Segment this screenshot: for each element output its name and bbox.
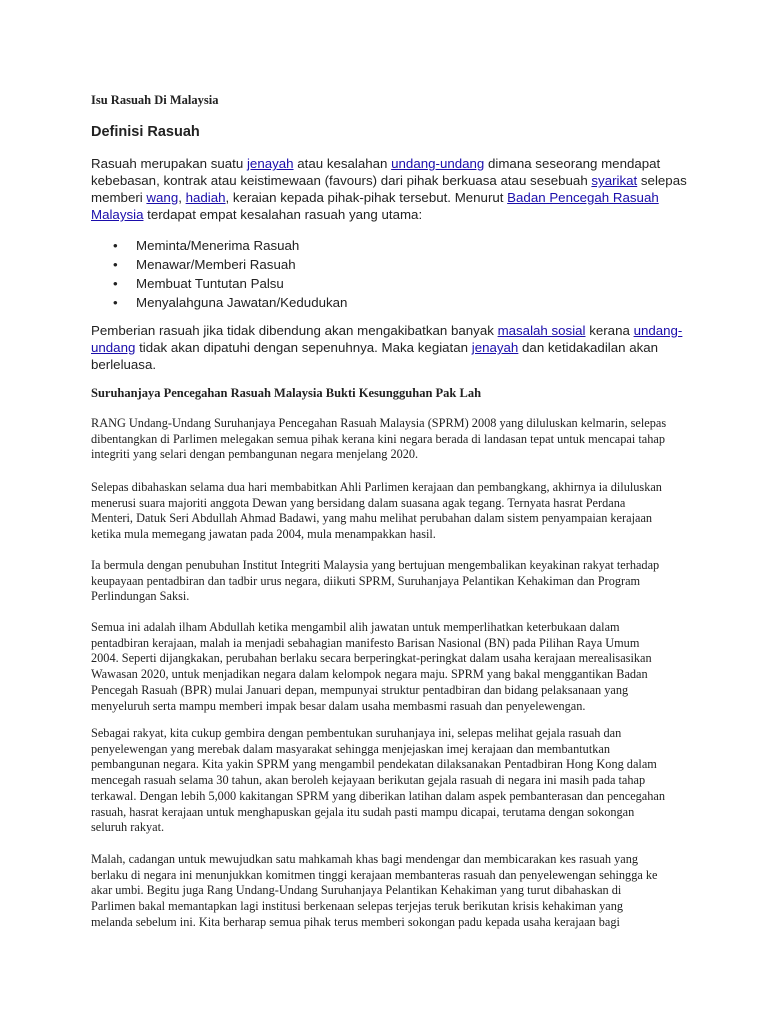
text-line: ketika mula memegang jawatan pada 2004, mula menampakkan hasil. (91, 527, 436, 542)
text-line: keupayaan pentadbiran dan tadbir urus negara, diikuti SPRM, Suruhanjaya Pelantikan Kehakiman dan Program (91, 573, 641, 588)
list-item: • Menawar/Memberi Rasuah (91, 255, 347, 274)
text-line: 2004. Seperti dijangkakan, perubahan berlaku secara berperingkat-peringkat dalam usaha kerajaan merealisasikan (91, 651, 652, 666)
text-line: Malah, cadangan untuk mewujudkan satu mahkamah khas bagi mendengar dan membicarakan kes rasuah yang (91, 852, 639, 866)
consequence-paragraph (91, 322, 691, 373)
link-jenayah-2[interactable]: jenayah (471, 340, 519, 355)
text-line: Menteri, Datuk Seri Abdullah Ahmad Badawi, yang mahu melihat perubahan dalam sistem penyampaian kerajaan (91, 511, 653, 526)
link-undang-undang[interactable]: undang-undang (391, 156, 485, 171)
text-line: Pencegah Rasuah (BPR) mulai Januari depan, mempunyai struktur pentadbiran dan bidang pelaksanaan yang (91, 682, 629, 697)
link-hadiah[interactable]: hadiah (185, 190, 226, 205)
text-line: seluruh rakyat. (91, 820, 165, 835)
text-line: penyelewengan yang merebak dalam masyarakat sehingga menjejaskan imej kerajaan dan membantutkan (91, 741, 610, 756)
text-line: kebebasan, kontrak atau keistimewaan (favours) dari pihak berkuasa atau sesebuah syarikat selepas (91, 173, 687, 188)
article-paragraph (91, 480, 691, 543)
text-line: Semua ini adalah ilham Abdullah ketika mengambil alih jawatan untuk memperlihatkan keterbukaan dalam (91, 620, 620, 634)
text-line: melanda sebelum ini. Kita berharap semua pihak terus memberi sokongan padu kepada usaha kerajaan bagi (91, 914, 620, 929)
text-line: Ia bermula dengan penubuhan Institut Integriti Malaysia yang bertujuan mengembalikan keyakinan rakyat terhadap (91, 558, 660, 572)
document-title: Isu Rasuah Di Malaysia (91, 93, 219, 107)
text-line: berlaku di negara ini menunjukkan komitmen tinggi kerajaan membanteras rasuah dan penyelewengan sehingga ke (91, 867, 658, 882)
text-line: mencegah rasuah selama 30 tahun, akan beroleh kejayaan berikutan gejala rasuah di negara ini masih pada tahap (91, 773, 646, 788)
list-item: • Membuat Tuntutan Palsu (91, 274, 347, 293)
link-badan-pencegah-rasuah[interactable]: Badan Pencegah Rasuah (507, 190, 659, 205)
text-line: pentadbiran kerajaan, malah ia menjadi sebahagian manifesto Barisan Nasional (BN) pada Pilihan Raya Umum (91, 635, 640, 650)
link-undang-undang-2[interactable]: undang- (633, 323, 683, 338)
text-line: pembangunan negara. Kita yakin SPRM yang mengambil pendekatan dilaksanakan Pentadbiran Hong Kong dalam (91, 757, 657, 772)
link-wang[interactable]: wang (146, 190, 179, 205)
text-line: RANG Undang-Undang Suruhanjaya Pencegahan Rasuah Malaysia (SPRM) 2008 yang diluluskan kelmarin, selepas (91, 416, 667, 430)
text-line: Parlimen bakal memantapkan lagi institusi berkenaan selepas terjejas teruk berikutan krisis kehakiman yang (91, 899, 624, 914)
link-syarikat[interactable]: syarikat (591, 173, 638, 188)
text-line: dibentangkan di Parlimen melegakan semua pihak kerana kini negara berada di landasan tepat untuk mencapai tahap (91, 431, 665, 446)
article-paragraph (91, 726, 691, 836)
text-line: terkawal. Dengan lebih 5,000 kakitangan SPRM yang diberikan latihan dalam aspek pembanterasan dan pencegahan (91, 788, 666, 803)
article-title: Suruhanjaya Pencegahan Rasuah Malaysia Bukti Kesungguhan Pak Lah (91, 386, 482, 400)
text-line: Wawasan 2020, untuk menjadikan negara dalam kelompok negara maju. SPRM yang bakal menggantikan Badan (91, 667, 648, 682)
text-line: Rasuah merupakan suatu jenayah atau kesalahan undang-undang dimana seseorang mendapat (91, 156, 661, 171)
link-jenayah[interactable]: jenayah (246, 156, 294, 171)
text-line: memberi wang, hadiah, keraian kepada pihak-pihak tersebut. Menurut Badan Pencegah Rasuah (91, 190, 659, 205)
text-line: undang tidak akan dipatuhi dengan sepenuhnya. Maka kegiatan jenayah dan ketidakadilan akan (91, 340, 659, 355)
text-line: berleluasa. (91, 357, 157, 372)
list-item: • Menyalahguna Jawatan/Kedudukan (91, 293, 347, 312)
definition-paragraph (91, 155, 691, 223)
text-line: menerusi suara majoriti anggota Dewan yang bersidang dalam suasana agak tegang. Ternyata hasrat Perdana (91, 495, 626, 510)
text-line: rasuah, hasrat kerajaan untuk menghapuskan gejala itu sudah pasti mampu dicapai, terutama dengan sokongan (91, 804, 635, 819)
offence-list (91, 236, 347, 312)
article-paragraph (91, 558, 691, 605)
text-line: Selepas dibahaskan selama dua hari membabitkan Ahli Parlimen kerajaan dan pembangkang, akhirnya ia diluluskan (91, 480, 662, 494)
link-undang-undang-2-cont[interactable]: undang (91, 340, 136, 355)
text-line: Malaysia terdapat empat kesalahan rasuah yang utama: (91, 207, 423, 222)
link-masalah-sosial[interactable]: masalah sosial (497, 323, 586, 338)
text-line: Perlindungan Saksi. (91, 589, 190, 604)
text-line: Sebagai rakyat, kita cukup gembira dengan pembentukan suruhanjaya ini, selepas melihat gejala rasuah dan (91, 726, 622, 740)
text-line: menyeluruh serta mampu memberi impak besar dalam usaha membasmi rasuah dan penyelewengan. (91, 698, 586, 713)
text-line: integriti yang selari dengan pembangunan negara menjelang 2020. (91, 447, 419, 462)
list-item: • Meminta/Menerima Rasuah (91, 236, 347, 255)
section-heading-definisi: Definisi Rasuah (91, 124, 200, 140)
link-malaysia[interactable]: Malaysia (91, 207, 144, 222)
article-paragraph (91, 416, 691, 463)
text-line: Pemberian rasuah jika tidak dibendung akan mengakibatkan banyak masalah sosial kerana undang- (91, 323, 683, 338)
article-paragraph (91, 620, 691, 714)
text-line: akar umbi. Begitu juga Rang Undang-Undang Suruhanjaya Pelantikan Kehakiman yang turut dibahaskan di (91, 883, 622, 898)
article-paragraph (91, 852, 691, 931)
